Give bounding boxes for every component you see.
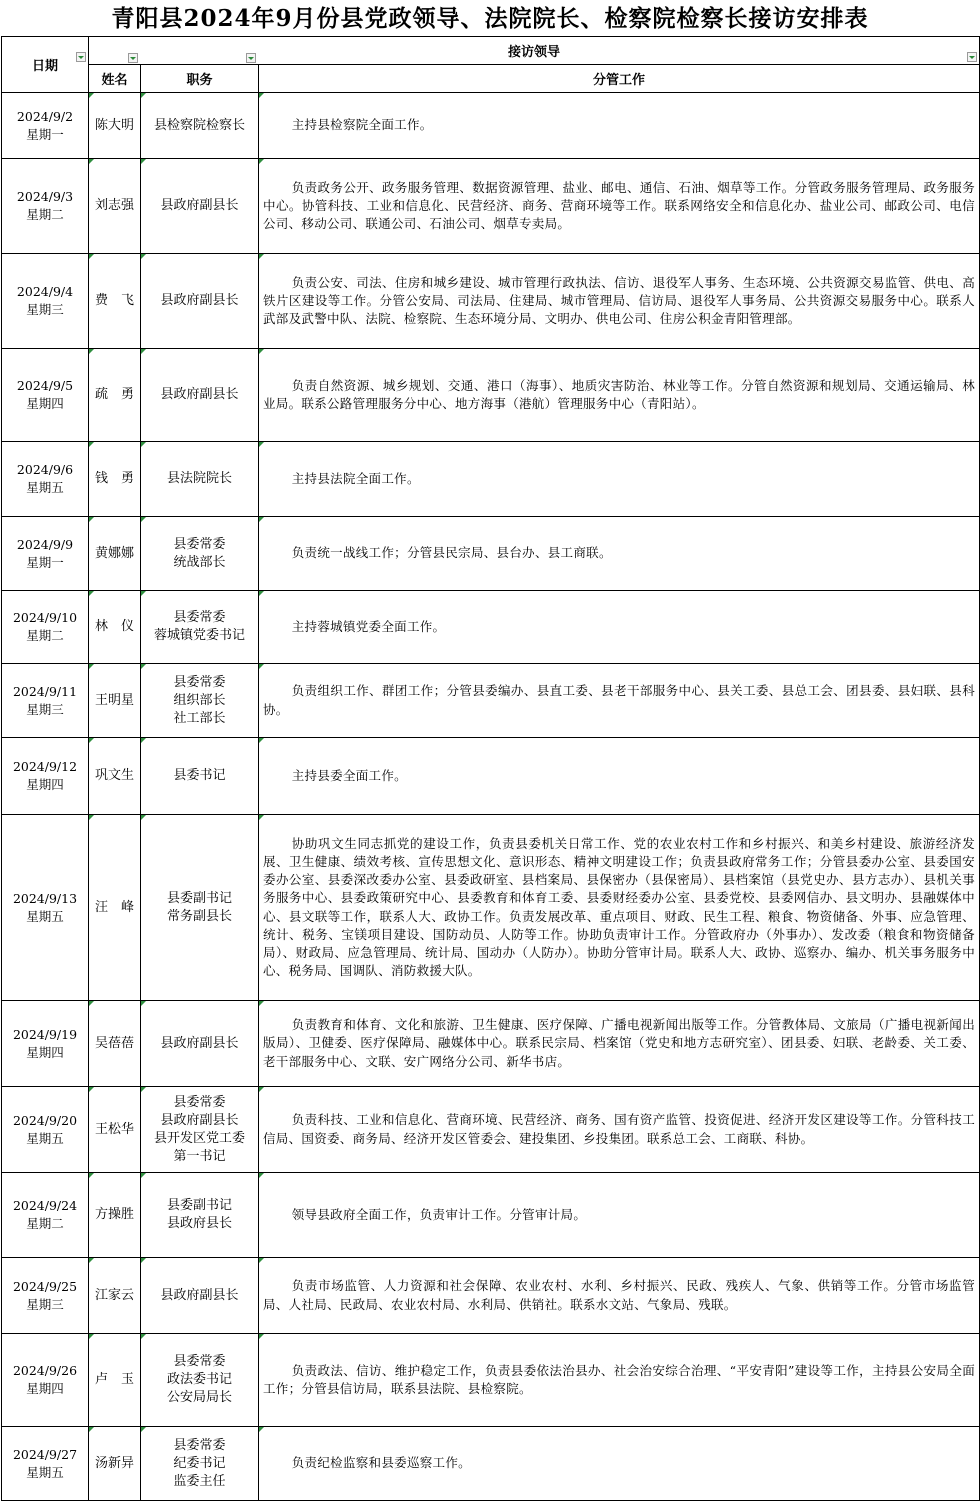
leader-name: 巩文生 (94, 768, 134, 783)
table-row (2, 1427, 980, 1501)
date-cell[interactable] (2, 1258, 89, 1334)
date-value: 2024/9/24 (12, 1198, 78, 1213)
cell-comment-marker (141, 815, 146, 820)
header-group (89, 37, 980, 65)
name-cell[interactable] (89, 1258, 141, 1334)
duty-text: 主持县委全面工作。 (291, 767, 407, 783)
weekday-value: 星期四 (26, 1044, 64, 1060)
weekday-value: 星期五 (26, 908, 64, 924)
cell-comment-marker (89, 1087, 94, 1092)
filter-dropdown-icon[interactable] (76, 52, 86, 62)
date-value: 2024/9/25 (12, 1278, 78, 1294)
leader-role: 县政府副县长 (160, 198, 239, 213)
cell-comment-marker (259, 159, 264, 164)
leader-name: 吴蓓蓓 (94, 1035, 134, 1051)
duty-text: 协助巩文生同志抓党的建设工作，负责县委机关日常工作、党的农业农村工作和乡村振兴、和美乡村建设、旅游经济发展、卫生健康、绩效考核、宣传思想文化、意识形态、精神文明建设工作；负责县政府常务工作；分管县委办公室、县委国安委办公室、县委深改委办公室、县委政研室、县档案局、县保密办（县保密局）、县档案馆（县党史办、县方志办）、县机关事务服务中心、县委政策研究中心、县委教育和体育工委、县委财经委办公室、县委党校、县委网信办、县文明办、县融媒体中心、县文联等工作，联系人大、政协工作。负责发展改革、重点项目、财政、民生工程、粮食、物资储备、外事、应急管理、统计、税务、宝镁项目建设、国防动员、人防等工作。协助负责审计工作。分管政府办（外事办）、发改委（粮食和物资储备局）、财政局、应急管理局、统计局、国动办（人防办）。协助分管审计局。联系人大、政协、巡察办、编办、机关事务服务中心、税务局、国调队、消防救援大队。 (263, 835, 975, 979)
cell-comment-marker (259, 1001, 264, 1006)
cell-comment-marker (259, 93, 264, 98)
table-row (2, 1258, 980, 1334)
date-cell[interactable] (2, 442, 89, 517)
cell-comment-marker (141, 1087, 146, 1092)
role-cell[interactable] (141, 738, 259, 815)
duty-text: 负责科技、工业和信息化、营商环境、民营经济、商务、国有资产监管、投资促进、经济开发区建设等工作。分管科技工信局、国资委、商务局、经济开发区管委会、建投集团、乡投集团。联系总工会、工商联、科协。 (263, 1112, 975, 1146)
duty-text: 负责政法、信访、维护稳定工作，负责县委依法治县办、社会治安综合治理、“平安青阳”建设等工作，主持县公安局全面工作；分管县信访局，联系县法院、县检察院。 (263, 1362, 975, 1396)
weekday-value: 星期五 (26, 1464, 64, 1480)
table-row (2, 159, 980, 254)
table-row (2, 591, 980, 664)
cell-comment-marker (141, 442, 146, 447)
leader-role: 县委书记 (173, 768, 226, 783)
filter-dropdown-icon[interactable] (967, 52, 977, 62)
cell-comment-marker (141, 1001, 146, 1006)
leader-name: 汤新异 (94, 1455, 134, 1471)
role-cell[interactable] (141, 1087, 259, 1173)
leader-name: 刘志强 (94, 198, 134, 213)
duty-text: 负责教育和体育、文化和旅游、卫生健康、医疗保障、广播电视新闻出版等工作。分管教体局、文旅局（广播电视新闻出版局）、卫健委、医疗保障局、融媒体中心。联系民宗局、档案馆（党史和地方志研究室）、团县委、妇联、老龄委、关工委、老干部服务中心、文联、安广网络分公司、新华书店。 (263, 1017, 975, 1069)
date-cell[interactable] (2, 93, 89, 159)
leader-role: 县政府副县长 (160, 293, 239, 308)
header-name-label: 姓名 (101, 73, 128, 88)
cell-comment-marker (141, 1334, 146, 1339)
duty-text: 负责组织工作、群团工作；分管县委编办、县直工委、县老干部服务中心、县关工委、县总工会、团县委、县妇联、县科协。 (263, 683, 975, 717)
table-row (2, 738, 980, 815)
leader-name: 费 飞 (94, 293, 134, 308)
weekday-value: 星期四 (26, 396, 64, 411)
cell-comment-marker (259, 442, 264, 447)
cell-comment-marker (259, 1427, 264, 1432)
role-cell[interactable] (141, 591, 259, 664)
date-cell[interactable] (2, 738, 89, 815)
date-cell[interactable] (2, 1334, 89, 1427)
leader-role: 县法院院长 (166, 471, 232, 486)
cell-comment-marker (89, 442, 94, 447)
date-cell[interactable] (2, 815, 89, 1001)
role-cell[interactable] (141, 1173, 259, 1258)
date-cell[interactable] (2, 1427, 89, 1501)
date-value: 2024/9/6 (16, 462, 74, 477)
duty-cell[interactable] (259, 1087, 980, 1173)
date-cell[interactable] (2, 349, 89, 442)
name-cell[interactable] (89, 93, 141, 159)
date-value: 2024/9/27 (12, 1446, 78, 1462)
weekday-value: 星期二 (26, 1216, 64, 1231)
filter-dropdown-icon[interactable] (128, 53, 138, 63)
header-name (89, 65, 141, 93)
role-cell[interactable] (141, 1001, 259, 1087)
duty-text: 主持蓉城镇党委全面工作。 (291, 618, 446, 634)
cell-comment-marker (89, 815, 94, 820)
name-cell[interactable] (89, 1001, 141, 1087)
name-cell[interactable] (89, 349, 141, 442)
duty-text: 负责自然资源、城乡规划、交通、港口（海事）、地质灾害防治、林业等工作。分管自然资源和规划局、交通运输局、林业局。联系公路管理服务分中心、地方海事（港航）管理服务中心（青阳站）。 (263, 377, 975, 411)
leader-name: 江家云 (94, 1287, 134, 1303)
cell-comment-marker (259, 1087, 264, 1092)
name-cell[interactable] (89, 442, 141, 517)
duty-text: 领导县政府全面工作，负责审计工作。分管审计局。 (291, 1206, 587, 1222)
date-cell[interactable] (2, 1001, 89, 1087)
duty-cell[interactable] (259, 815, 980, 1001)
leader-name: 方操胜 (94, 1207, 134, 1222)
leader-role: 县委常委 组织部长 社工部长 (173, 674, 226, 726)
cell-comment-marker (141, 591, 146, 596)
date-value: 2024/9/4 (16, 284, 74, 299)
duty-text: 负责公安、司法、住房和城乡建设、城市管理行政执法、信访、退役军人事务、生态环境、公共资源交易监管、供电、高铁片区建设等工作。分管公安局、司法局、住建局、城市管理局、信访局、退役军人事务局、公共资源交易服务中心。联系人武部及武警中队、法院、检察院、生态环境分局、文明办、供电公司、住房公积金青阳管理部。 (263, 274, 975, 327)
date-cell[interactable] (2, 254, 89, 349)
role-cell[interactable] (141, 254, 259, 349)
leader-name: 疏 勇 (94, 387, 134, 402)
leader-role: 县委常委 政法委书记 公安局局长 (166, 1354, 232, 1405)
cell-comment-marker (89, 517, 94, 522)
role-cell[interactable] (141, 1427, 259, 1501)
name-cell[interactable] (89, 159, 141, 254)
name-cell[interactable] (89, 664, 141, 738)
leader-name: 汪 峰 (94, 899, 134, 915)
role-cell[interactable] (141, 93, 259, 159)
cell-comment-marker (89, 1258, 94, 1263)
date-value: 2024/9/12 (12, 759, 78, 774)
cell-comment-marker (259, 815, 264, 820)
weekday-value: 星期四 (26, 1381, 64, 1396)
role-cell[interactable] (141, 1258, 259, 1334)
duty-cell[interactable] (259, 254, 980, 349)
duty-cell[interactable] (259, 591, 980, 664)
cell-comment-marker (89, 664, 94, 669)
table-row (2, 517, 980, 591)
name-cell[interactable] (89, 517, 141, 591)
schedule-table (1, 36, 980, 1501)
cell-comment-marker (89, 591, 94, 596)
name-cell[interactable] (89, 815, 141, 1001)
date-value: 2024/9/10 (12, 610, 78, 625)
date-value: 2024/9/2 (16, 108, 74, 124)
leader-name: 林 仪 (94, 619, 134, 634)
cell-comment-marker (259, 1173, 264, 1178)
leader-role: 县委副书记 县政府县长 (166, 1198, 232, 1231)
cell-comment-marker (259, 1334, 264, 1339)
cell-comment-marker (89, 738, 94, 743)
duty-cell[interactable] (259, 664, 980, 738)
weekday-value: 星期一 (26, 126, 64, 142)
table-row (2, 254, 980, 349)
table-row (2, 1173, 980, 1258)
leader-name: 黄娜娜 (94, 545, 134, 561)
date-cell[interactable] (2, 1173, 89, 1258)
duty-cell[interactable] (259, 442, 980, 517)
filter-dropdown-icon[interactable] (246, 53, 256, 63)
cell-comment-marker (259, 664, 264, 669)
role-cell[interactable] (141, 517, 259, 591)
cell-comment-marker (89, 254, 94, 259)
leader-role: 县检察院检察长 (153, 117, 245, 133)
cell-comment-marker (141, 349, 146, 354)
duty-text: 负责统一战线工作；分管县民宗局、县台办、县工商联。 (291, 545, 612, 561)
duty-text: 负责市场监管、人力资源和社会保障、农业农村、水利、乡村振兴、民政、残疾人、气象、供销等工作。分管市场监管局、人社局、民政局、农业农村局、水利局、供销社。联系水文站、气象局、残联。 (263, 1278, 975, 1312)
name-cell[interactable] (89, 1173, 141, 1258)
cell-comment-marker (89, 159, 94, 164)
name-cell[interactable] (89, 591, 141, 664)
leader-role: 县委副书记 常务副县长 (166, 890, 232, 924)
duty-text: 主持县法院全面工作。 (291, 470, 420, 486)
date-value: 2024/9/11 (12, 683, 78, 699)
leader-role: 县委常委 县政府副县长 县开发区党工委 第一书记 (153, 1094, 245, 1164)
table-row (2, 664, 980, 738)
date-value: 2024/9/26 (12, 1363, 78, 1378)
cell-comment-marker (259, 1258, 264, 1263)
duty-cell[interactable] (259, 1427, 980, 1501)
duty-cell[interactable] (259, 349, 980, 442)
cell-comment-marker (141, 93, 146, 98)
cell-comment-marker (141, 159, 146, 164)
table-row (2, 442, 980, 517)
date-value: 2024/9/13 (12, 890, 78, 906)
cell-comment-marker (141, 1258, 146, 1263)
cell-comment-marker (259, 517, 264, 522)
duty-text: 负责纪检监察和县委巡察工作。 (291, 1455, 471, 1471)
header-duty (259, 65, 980, 93)
leader-name: 陈大明 (94, 117, 134, 133)
leader-role: 县政府副县长 (160, 1287, 239, 1303)
weekday-value: 星期五 (26, 480, 64, 495)
name-cell[interactable] (89, 1087, 141, 1173)
cell-comment-marker (141, 664, 146, 669)
weekday-value: 星期五 (26, 1130, 64, 1146)
cell-comment-marker (259, 738, 264, 743)
leader-name: 钱 勇 (94, 471, 134, 486)
cell-comment-marker (141, 738, 146, 743)
name-cell[interactable] (89, 1427, 141, 1501)
weekday-value: 星期二 (26, 207, 64, 222)
role-cell[interactable] (141, 1334, 259, 1427)
duty-cell[interactable] (259, 159, 980, 254)
weekday-value: 星期三 (26, 1296, 64, 1312)
cell-comment-marker (141, 254, 146, 259)
date-cell[interactable] (2, 664, 89, 738)
table-row (2, 1001, 980, 1087)
role-cell[interactable] (141, 442, 259, 517)
page-title: 青阳县2024年9月份县党政领导、法院院长、检察院检察长接访安排表 (111, 5, 869, 32)
duty-cell[interactable] (259, 1258, 980, 1334)
cell-comment-marker (89, 93, 94, 98)
weekday-value: 星期四 (26, 777, 64, 792)
cell-comment-marker (89, 1334, 94, 1339)
cell-comment-marker (89, 1427, 94, 1432)
duty-cell[interactable] (259, 738, 980, 815)
header-role-label: 职务 (186, 73, 213, 88)
header-duty-label: 分管工作 (592, 73, 645, 88)
leader-name: 王明星 (94, 692, 134, 708)
weekday-value: 星期二 (26, 628, 64, 643)
duty-text: 负责政务公开、政务服务管理、数据资源管理、盐业、邮电、通信、石油、烟草等工作。分管政务服务管理局、政务服务中心。协管科技、工业和信息化、民营经济、商务、营商环境等工作。联系网络安全和信息化办、盐业公司、邮政公司、电信公司、移动公司、联通公司、石油公司、烟草专卖局。 (263, 179, 975, 232)
cell-comment-marker (141, 1173, 146, 1178)
leader-role: 县委常委 蓉城镇党委书记 (153, 610, 245, 643)
date-cell[interactable] (2, 159, 89, 254)
header-date-label: 日期 (31, 59, 58, 74)
header-group-label: 接访领导 (507, 45, 560, 60)
duty-text: 主持县检察院全面工作。 (291, 117, 433, 133)
leader-role: 县委常委 纪委书记 监委主任 (173, 1437, 226, 1489)
cell-comment-marker (89, 1001, 94, 1006)
cell-comment-marker (259, 591, 264, 596)
date-value: 2024/9/5 (16, 378, 74, 393)
table-row (2, 1334, 980, 1427)
date-cell[interactable] (2, 1087, 89, 1173)
cell-comment-marker (259, 254, 264, 259)
leader-name: 卢 玉 (94, 1372, 134, 1387)
role-cell[interactable] (141, 159, 259, 254)
name-cell[interactable] (89, 1334, 141, 1427)
name-cell[interactable] (89, 738, 141, 815)
table-row (2, 815, 980, 1001)
table-row (2, 1087, 980, 1173)
role-cell[interactable] (141, 664, 259, 738)
cell-comment-marker (259, 349, 264, 354)
role-cell[interactable] (141, 349, 259, 442)
header-role (141, 65, 259, 93)
cell-comment-marker (89, 1173, 94, 1178)
weekday-value: 星期一 (26, 554, 64, 570)
date-value: 2024/9/19 (12, 1026, 78, 1042)
weekday-value: 星期三 (26, 701, 64, 717)
duty-cell[interactable] (259, 1173, 980, 1258)
leader-role: 县政府副县长 (160, 1035, 239, 1051)
role-cell[interactable] (141, 815, 259, 1001)
date-value: 2024/9/3 (16, 189, 74, 204)
table-row (2, 93, 980, 159)
date-value: 2024/9/9 (16, 536, 74, 552)
leader-role: 县委常委 统战部长 (173, 536, 226, 570)
leader-name: 王松华 (94, 1121, 134, 1137)
table-row (2, 349, 980, 442)
duty-cell[interactable] (259, 1334, 980, 1427)
leader-role: 县政府副县长 (160, 387, 239, 402)
date-cell[interactable] (2, 517, 89, 591)
cell-comment-marker (141, 517, 146, 522)
cell-comment-marker (89, 349, 94, 354)
weekday-value: 星期三 (26, 302, 64, 317)
date-value: 2024/9/20 (12, 1112, 78, 1128)
date-cell[interactable] (2, 591, 89, 664)
duty-cell[interactable] (259, 517, 980, 591)
header-date (2, 37, 89, 93)
name-cell[interactable] (89, 254, 141, 349)
duty-cell[interactable] (259, 1001, 980, 1087)
duty-cell[interactable] (259, 93, 980, 159)
cell-comment-marker (141, 1427, 146, 1432)
